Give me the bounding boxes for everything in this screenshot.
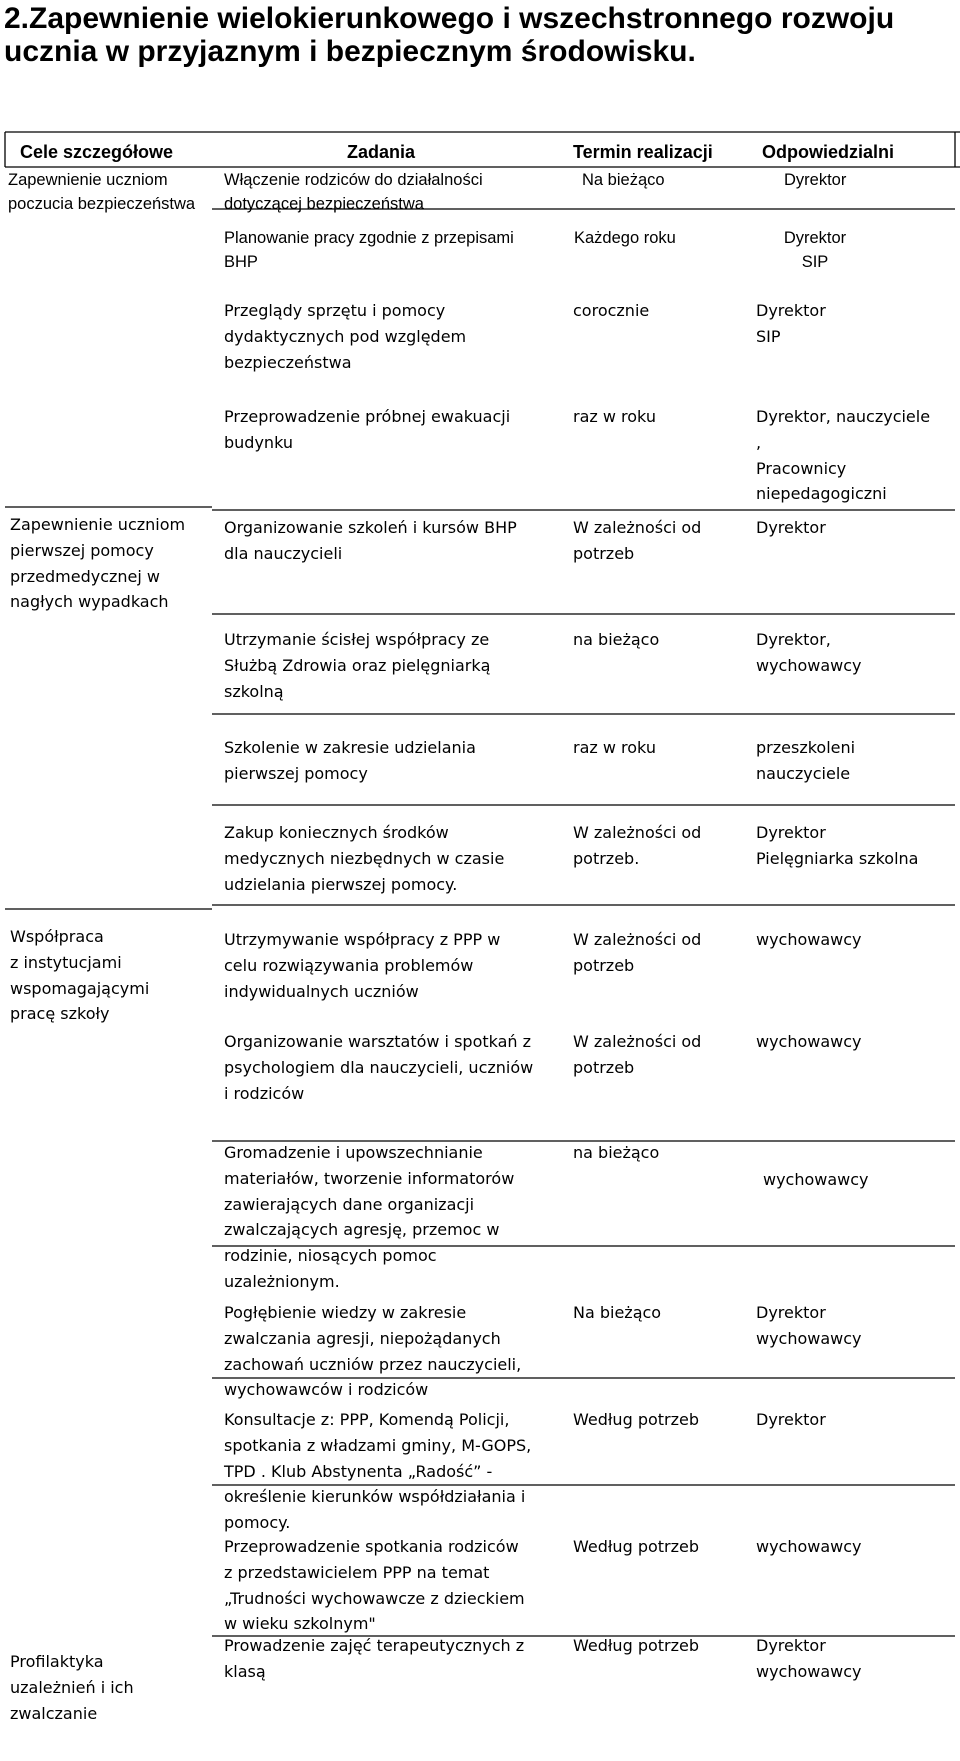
term-cell: na bieżąco: [573, 1143, 660, 1162]
task-cell: Włączenie rodziców do działalności dotyczącej bezpieczeństwa: [224, 171, 483, 213]
task-cell: Szkolenie w zakresie udzielania pierwszej pomocy: [224, 738, 476, 783]
term-cell: raz w roku: [573, 407, 656, 426]
task-cell: Konsultacje z: PPP, Komendą Policji, spotkania z władzami gminy, M-GOPS, TPD . Klub Abstynenta „Radość” - określenie kierunków współdziałania i pomocy.: [224, 1410, 532, 1533]
task-cell: Organizowanie warsztatów i spotkań z psychologiem dla nauczycieli, uczniów i rodziców: [224, 1032, 534, 1103]
responsible-cell: wychowawcy: [763, 1170, 869, 1189]
responsible-cell: Dyrektor: [756, 518, 826, 537]
term-cell: Na bieżąco: [582, 171, 665, 189]
responsible-cell: Dyrektor wychowawcy: [756, 1636, 862, 1681]
header-tasks: Zadania: [347, 142, 416, 162]
task-cell: Przeprowadzenie próbnej ewakuacji budynku: [224, 407, 511, 452]
responsible-cell: Dyrektor, nauczyciele , Pracownicy niepedagogiczni: [756, 407, 931, 504]
task-cell: Utrzymanie ścisłej współpracy ze Służbą Zdrowia oraz pielęgniarką szkolną: [224, 630, 491, 701]
term-cell: Każdego roku: [574, 229, 676, 247]
term-cell: W zależności od potrzeb: [573, 1032, 702, 1077]
task-cell: Planowanie pracy zgodnie z przepisami BHP: [224, 229, 514, 271]
responsible-cell: Dyrektor wychowawcy: [756, 1303, 862, 1348]
term-cell: Według potrzeb: [573, 1410, 700, 1429]
term-cell: W zależności od potrzeb: [573, 930, 702, 975]
document-title: 2.Zapewnienie wielokierunkowego i wszechstronnego rozwoju ucznia w przyjaznym i bezpiecznym środowisku.: [4, 2, 895, 68]
header-goals: Cele szczegółowe: [20, 142, 174, 162]
responsible-cell: Dyrektor Pielęgniarka szkolna: [756, 823, 919, 868]
task-cell: Prowadzenie zajęć terapeutycznych z klasą: [224, 1636, 525, 1681]
task-cell: Zakup koniecznych środków medycznych niezbędnych w czasie udzielania pierwszej pomocy.: [224, 823, 505, 894]
goal-addiction-prevention: Profilaktyka uzależnień i ich zwalczanie: [10, 1652, 134, 1723]
responsible-cell: wychowawcy: [756, 930, 862, 949]
term-cell: Według potrzeb: [573, 1636, 700, 1655]
goal-safety: Zapewnienie uczniom poczucia bezpieczeństwa: [8, 171, 196, 213]
task-cell: Przeprowadzenie spotkania rodziców z przedstawicielem PPP na temat „Trudności wychowawcze z dzieckiem w wieku szkolnym": [224, 1537, 525, 1634]
responsible-cell: Dyrektor SIP: [783, 229, 847, 271]
term-cell: Według potrzeb: [573, 1537, 700, 1556]
term-cell: raz w roku: [573, 738, 656, 757]
goal-first-aid: Zapewnienie uczniom pierwszej pomocy przedmedycznej w nagłych wypadkach: [10, 515, 186, 612]
responsible-cell: Dyrektor: [756, 1410, 826, 1429]
task-cell: Utrzymywanie współpracy z PPP w celu rozwiązywania problemów indywidualnych uczniów: [224, 930, 501, 1001]
task-cell: Gromadzenie i upowszechnianie materiałów, tworzenie informatorów zawierających dane organizacji zwalczających agresję, przemoc w rodzinie, niosących pomoc uzależnionym.: [224, 1143, 515, 1291]
goal-cooperation: Współpraca z instytucjami wspomagającymi pracę szkoły: [10, 927, 150, 1024]
term-cell: corocznie: [573, 301, 650, 320]
term-cell: na bieżąco: [573, 630, 660, 649]
term-cell: W zależności od potrzeb.: [573, 823, 702, 868]
term-cell: W zależności od potrzeb: [573, 518, 702, 563]
task-cell: Pogłębienie wiedzy w zakresie zwalczania agresji, niepożądanych zachowań uczniów przez nauczycieli, wychowawców i rodziców: [224, 1303, 522, 1400]
responsible-cell: Dyrektor: [784, 171, 847, 189]
task-cell: Przeglądy sprzętu i pomocy dydaktycznych pod względem bezpieczeństwa: [224, 301, 467, 372]
responsible-cell: Dyrektor SIP: [756, 301, 826, 346]
responsible-cell: przeszkoleni nauczyciele: [756, 738, 856, 783]
responsible-cell: wychowawcy: [756, 1032, 862, 1051]
term-cell: Na bieżąco: [573, 1303, 662, 1322]
header-responsible: Odpowiedzialni: [762, 142, 895, 162]
task-cell: Organizowanie szkoleń i kursów BHP dla nauczycieli: [224, 518, 517, 563]
responsible-cell: wychowawcy: [756, 1537, 862, 1556]
responsible-cell: Dyrektor, wychowawcy: [756, 630, 862, 675]
header-term: Termin realizacji: [573, 142, 713, 162]
